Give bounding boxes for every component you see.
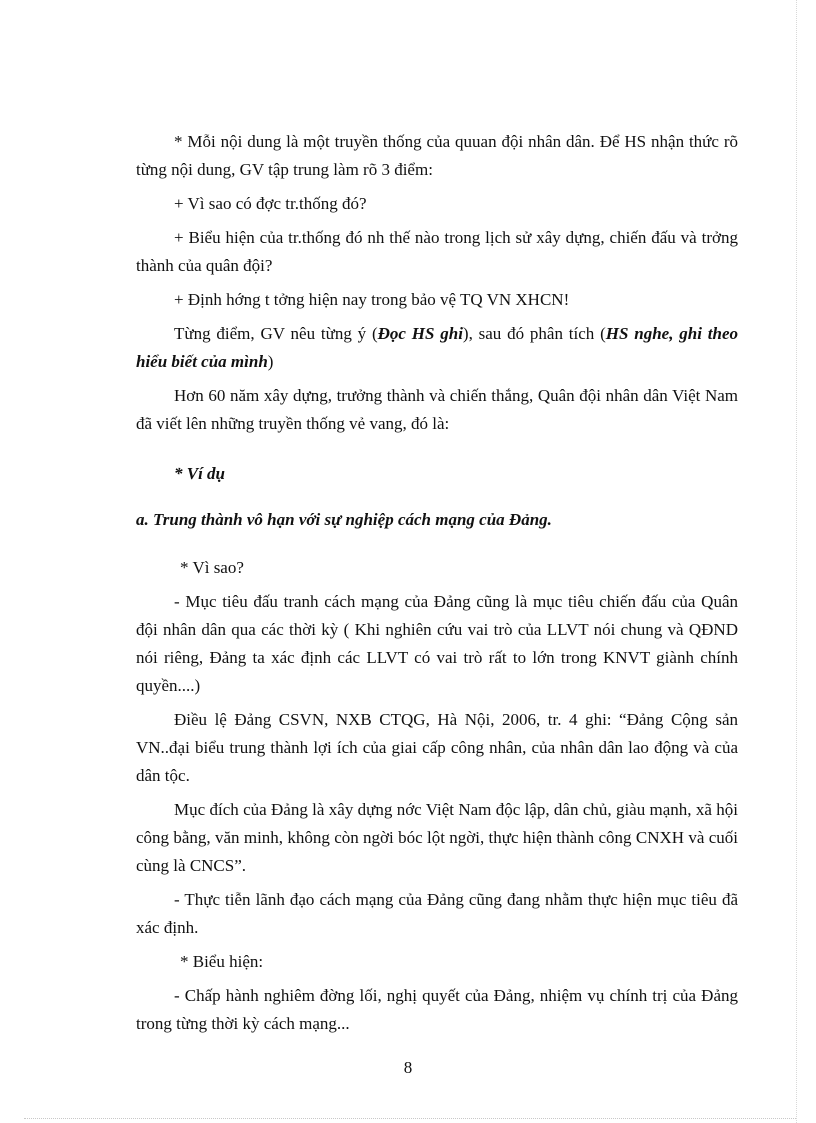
paragraph-9: Điều lệ Đảng CSVN, NXB CTQG, Hà Nội, 2006, tr. 4 ghi: “Đảng Cộng sản VN..đại biểu trung thành lợi ích của giai cấp công nhân, của nhân dân lao động và của dân tộc.: [136, 710, 738, 785]
paragraph-5-text-c: ), sau đó phân tích (: [462, 324, 606, 343]
page-number: 8: [403, 1058, 413, 1077]
paragraph-manifestation: * Biểu hiện:: [180, 952, 264, 971]
paragraph-why: * Vì sao?: [180, 558, 244, 577]
heading-section-a: a. Trung thành vô hạn với sự nghiệp cách mạng của Đảng.: [136, 510, 552, 529]
paragraph-5-text-e: ): [267, 352, 274, 371]
heading-example: * Ví dụ: [174, 464, 226, 483]
paragraph-13: - Chấp hành nghiêm đờng lối, nghị quyết của Đảng, nhiệm vụ chính trị của Đảng trong từng thời kỳ cách mạng...: [136, 986, 738, 1033]
footer-dotted-rule: [24, 1118, 796, 1119]
paragraph-11: - Thực tiễn lãnh đạo cách mạng của Đảng cũng đang nhằm thực hiện mục tiêu đã xác định.: [136, 890, 738, 937]
paragraph-5-text-a: Từng điểm, GV nêu từng ý (: [174, 324, 378, 343]
paragraph-10: Mục đích của Đảng là xây dựng nớc Việt Nam độc lập, dân chủ, giàu mạnh, xã hội công bằng, văn minh, không còn ngời bóc lột ngời, thực hiện thành công CNXH và cuối cùng là CNCS”.: [136, 800, 738, 875]
paragraph-5-emphasis-1: Đọc HS ghi: [377, 324, 463, 343]
paragraph-5-emphasis-2: HS nghe, ghi theo hiểu biết của mình: [136, 324, 738, 371]
paragraph-2: + Vì sao có đợc tr.thống đó?: [174, 194, 367, 213]
page-content: [136, 128, 738, 1044]
paragraph-4: + Định hớng t tởng hiện nay trong bảo vệ TQ VN XHCN!: [174, 290, 570, 309]
paragraph-5: [136, 320, 738, 376]
paragraph-3: + Biểu hiện của tr.thống đó nh thế nào trong lịch sử xây dựng, chiến đấu và trởng thành của quân đội?: [136, 228, 738, 275]
right-margin-guide: [796, 0, 797, 1123]
paragraph-1: * Mỗi nội dung là một truyền thống của quuan đội nhân dân. Để HS nhận thức rõ từng nội dung, GV tập trung làm rõ 3 điểm:: [136, 132, 738, 179]
paragraph-6: Hơn 60 năm xây dựng, trưởng thành và chiến thắng, Quân đội nhân dân Việt Nam đã viết lên những truyền thống vẻ vang, đó là:: [136, 386, 738, 433]
paragraph-8: - Mục tiêu đấu tranh cách mạng của Đảng cũng là mục tiêu chiến đấu của Quân đội nhân dân qua các thời kỳ ( Khi nghiên cứu vai trò của LLVT nói chung và QĐND nói riêng, Đảng ta xác định các LLVT có vai trò rất to lớn trong KNVT giành chính quyền....): [136, 592, 738, 695]
